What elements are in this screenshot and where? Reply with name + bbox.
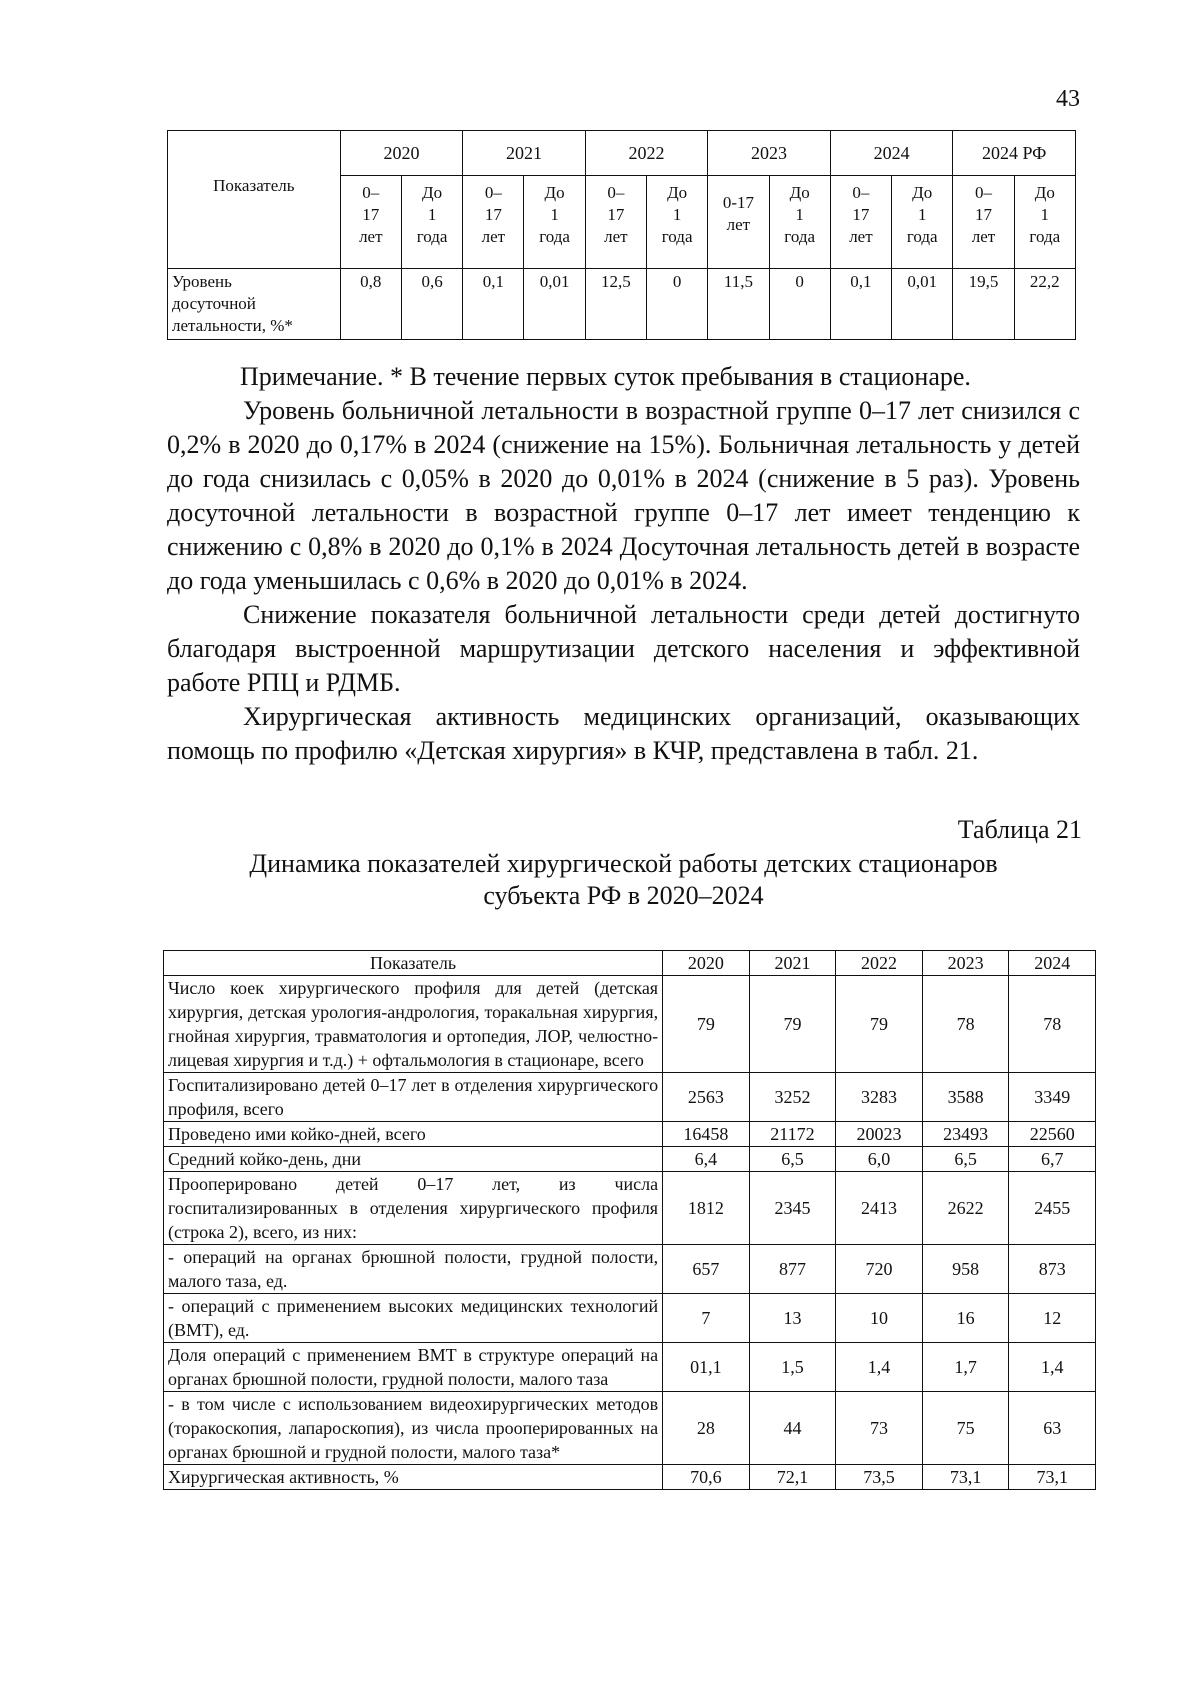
table1-subheader (708, 176, 769, 269)
table1-subheader-line: 17 (852, 205, 870, 224)
table1-subheader-line: 1 (795, 205, 804, 224)
table2-value: 72,1 (749, 1465, 836, 1490)
table2-value: 21172 (749, 1122, 836, 1147)
table-row (164, 1073, 1096, 1122)
table1-subheader-line: лет (359, 227, 383, 246)
table2-value: 16 (922, 1294, 1009, 1343)
table2-value: 78 (922, 976, 1009, 1073)
table2-value: 1,7 (922, 1343, 1009, 1392)
table2-indicator-label: Средний койко-день, дни (164, 1147, 663, 1172)
table1-subheader-line: лет (971, 227, 996, 246)
table2-value: 22560 (1009, 1122, 1096, 1147)
table2-value: 01,1 (663, 1343, 750, 1392)
table-row (164, 1172, 1096, 1245)
table1-subheader-line: 17 (607, 205, 625, 224)
table1-subheader-line: 1 (672, 205, 682, 224)
table1-subheader-line: лет (604, 227, 628, 246)
table2-value: 44 (749, 1392, 836, 1465)
table2-value: 3283 (836, 1073, 923, 1122)
table1-value: 12,5 (585, 269, 646, 340)
table1-year-header: 2024 (830, 131, 953, 176)
table1-subheader-line: 17 (484, 205, 502, 224)
table1-subheader-line: лет (481, 227, 506, 246)
table1-value: 19,5 (953, 269, 1014, 340)
table1-row-label-line: досуточной (172, 294, 256, 313)
table2-value: 79 (749, 976, 836, 1073)
table2-value: 73,5 (836, 1465, 923, 1490)
table2-indicator-label: Доля операций с применением ВМТ в структуре операций на органах брюшной полости, грудной полости, малого таза (164, 1343, 663, 1392)
table-row (164, 1245, 1096, 1294)
table1-subheader-line: До (422, 183, 443, 202)
table1-row-label-line: Уровень (172, 272, 232, 291)
table1-subheader-line: лет (849, 227, 873, 246)
table-row (164, 1147, 1096, 1172)
table1-subheader (463, 176, 524, 269)
table1-subheader-line: года (416, 227, 448, 246)
table2-value: 2622 (922, 1172, 1009, 1245)
table1-subheader-line: До (1034, 183, 1055, 202)
table1-row-label-line: летальности, %* (172, 316, 293, 335)
table1-subheader (585, 176, 646, 269)
table2-value: 78 (1009, 976, 1096, 1073)
table1-subheader-line: 0– (852, 183, 870, 202)
table1-value: 0,6 (401, 269, 462, 340)
table2-indicator-label: Проведено ими койко-дней, всего (164, 1122, 663, 1147)
table2-indicator-label: - в том числе с использованием видеохирургических методов (торакоскопия, лапароскопия), из числа прооперированных на органах брюшной и грудной полости, малого таза* (164, 1392, 663, 1465)
table1-note: Примечание. * В течение первых суток пребывания в стационаре. (240, 362, 971, 391)
table2-value: 3588 (922, 1073, 1009, 1122)
table1-subheader-line: 0– (974, 183, 992, 202)
table1-value: 0,1 (830, 269, 891, 340)
table2-value: 16458 (663, 1122, 750, 1147)
table1-year-header: 2022 (585, 131, 708, 176)
table1-subheader-line: 1 (427, 205, 437, 224)
table1-subheader-line: года (1029, 227, 1061, 246)
table1-value: 0,01 (524, 269, 585, 340)
paragraph: Хирургическая активность медицинских организаций, оказывающих помощь по профилю «Детская хирургия» в КЧР, представлена в табл. 21. (167, 702, 1080, 765)
table2-value: 73 (836, 1392, 923, 1465)
table1-value: 11,5 (708, 269, 769, 340)
table-title-line: Динамика показателей хирургической работы детских стационаров (249, 849, 998, 878)
table1-value: 0 (647, 269, 708, 340)
table2-value: 79 (663, 976, 750, 1073)
table1-corner-header: Показатель (168, 131, 341, 269)
table1-subheader-line: 17 (362, 205, 380, 224)
table1-subheader (892, 176, 953, 269)
table2-value: 3252 (749, 1073, 836, 1122)
table2-value: 6,4 (663, 1147, 750, 1172)
table2-value: 7 (663, 1294, 750, 1343)
table2-header-cell: 2020 (663, 951, 750, 976)
table1-subheader-line: 0-17 (722, 193, 754, 212)
table1-subheader-line: 0– (607, 183, 625, 202)
table2-value: 2563 (663, 1073, 750, 1122)
table2-value: 877 (749, 1245, 836, 1294)
table1-subheader (647, 176, 708, 269)
paragraph: Снижение показателя больничной летальности среди детей достигнуто благодаря выстроенной маршрутизации детского населения и эффективной работе РПЦ и РДМБ. (167, 600, 1080, 697)
table1-subheader-line: До (789, 183, 810, 202)
table1-subheader (340, 176, 401, 269)
table-row (164, 1392, 1096, 1465)
table2-value: 1,4 (836, 1343, 923, 1392)
table2-value: 657 (663, 1245, 750, 1294)
table-row (164, 1465, 1096, 1490)
table2-value: 1,5 (749, 1343, 836, 1392)
table2-value: 6,5 (749, 1147, 836, 1172)
table-row (164, 1343, 1096, 1392)
table2-value: 2413 (836, 1172, 923, 1245)
surgical-activity-table (163, 950, 1096, 1490)
table2-value: 13 (749, 1294, 836, 1343)
table-number-caption: Таблица 21 (957, 815, 1082, 844)
table2-value: 10 (836, 1294, 923, 1343)
table2-value: 958 (922, 1245, 1009, 1294)
table1-year-header: 2020 (340, 131, 463, 176)
table1-subheader (769, 176, 830, 269)
table2-value: 12 (1009, 1294, 1096, 1343)
table1-value: 0 (769, 269, 830, 340)
table2-indicator-label: Хирургическая активность, % (164, 1465, 663, 1490)
table1-subheader-line: года (539, 227, 570, 246)
table2-value: 2345 (749, 1172, 836, 1245)
table1-subheader-line: До (912, 183, 933, 202)
table1-subheader (830, 176, 891, 269)
table2-value: 70,6 (663, 1465, 750, 1490)
table-title-line: субъекта РФ в 2020–2024 (483, 881, 764, 910)
table1-subheader-line: 0– (484, 183, 502, 202)
table1-subheader (524, 176, 585, 269)
table-row (164, 976, 1096, 1073)
table2-value: 28 (663, 1392, 750, 1465)
paragraph: Уровень больничной летальности в возрастной группе 0–17 лет снизился с 0,2% в 2020 до 0,17% в 2024 (снижение на 15%). Больничная летальность у детей до года снизилась с 0,05% в 2020 до 0,01% в 2024 (снижение в 5 раз). Уровень досуточной летальности в возрастной группе 0–17 лет имеет тенденцию к снижению с 0,8% в 2020 до 0,1% в 2024 Досуточная летальность детей в возрасте до года уменьшилась с 0,6% в 2020 до 0,01% в 2024. (167, 396, 1080, 595)
table1-subheader-line: 0– (362, 183, 380, 202)
table1-subheader-line: 1 (1040, 205, 1050, 224)
page-number: 43 (1056, 86, 1080, 112)
table1-value: 22,2 (1014, 269, 1075, 340)
table2-value: 63 (1009, 1392, 1096, 1465)
table1-value: 0,1 (463, 269, 524, 340)
table2-indicator-label: Прооперировано детей 0–17 лет, из числа госпитализированных в отделения хирургического профиля (строка 2), всего, из них: (164, 1172, 663, 1245)
table2-header-cell: 2022 (836, 951, 923, 976)
table2-indicator-label: Госпитализировано детей 0–17 лет в отделения хирургического профиля, всего (164, 1073, 663, 1122)
table2-value: 73,1 (922, 1465, 1009, 1490)
table1-subheader-line: лет (726, 215, 751, 234)
table1-value: 0,01 (892, 269, 953, 340)
table2-value: 873 (1009, 1245, 1096, 1294)
table1-year-header: 2024 РФ (953, 131, 1076, 176)
table2-value: 6,0 (836, 1147, 923, 1172)
table2-indicator-label: - операций с применением высоких медицинских технологий (ВМТ), ед. (164, 1294, 663, 1343)
table1-row-label (168, 269, 341, 340)
table2-value: 23493 (922, 1122, 1009, 1147)
table2-header-cell: 2023 (922, 951, 1009, 976)
table1-value: 0,8 (340, 269, 401, 340)
table2-value: 79 (836, 976, 923, 1073)
table1-subheader-line: До (667, 183, 688, 202)
table1-subheader-line: 1 (917, 205, 927, 224)
table2-value: 1812 (663, 1172, 750, 1245)
mortality-table (167, 130, 1076, 340)
table2-value: 2455 (1009, 1172, 1096, 1245)
table-row (164, 1294, 1096, 1343)
table1-year-header: 2021 (463, 131, 586, 176)
table1-subheader-line: года (661, 227, 693, 246)
table2-value: 73,1 (1009, 1465, 1096, 1490)
table2-value: 3349 (1009, 1073, 1096, 1122)
table2-value: 1,4 (1009, 1343, 1096, 1392)
table1-subheader-line: 1 (550, 205, 559, 224)
table1-subheader (401, 176, 462, 269)
table2-header-cell: Показатель (164, 951, 663, 976)
table2-indicator-label: - операций на органах брюшной полости, грудной полости, малого таза, ед. (164, 1245, 663, 1294)
table2-value: 75 (922, 1392, 1009, 1465)
table2-value: 720 (836, 1245, 923, 1294)
table1-subheader-line: До (544, 183, 565, 202)
table1-subheader-line: года (906, 227, 938, 246)
table2-value: 6,7 (1009, 1147, 1096, 1172)
table2-value: 20023 (836, 1122, 923, 1147)
table2-value: 6,5 (922, 1147, 1009, 1172)
table1-subheader-line: года (784, 227, 816, 246)
table-title (167, 848, 1080, 912)
body-text (167, 394, 1080, 768)
table2-header-cell: 2024 (1009, 951, 1096, 976)
table1-subheader (1014, 176, 1075, 269)
table-row (164, 1122, 1096, 1147)
table1-subheader-line: 17 (974, 205, 992, 224)
table2-header-cell: 2021 (749, 951, 836, 976)
table1-subheader (953, 176, 1014, 269)
table1-year-header: 2023 (708, 131, 831, 176)
table2-indicator-label: Число коек хирургического профиля для детей (детская хирургия, детская урология-андрология, торакальная хирургия, гнойная хирургия, травматология и ортопедия, ЛОР, челюстно-лицевая хирургия и т.д.) + офтальмология в стационаре, всего (164, 976, 663, 1073)
